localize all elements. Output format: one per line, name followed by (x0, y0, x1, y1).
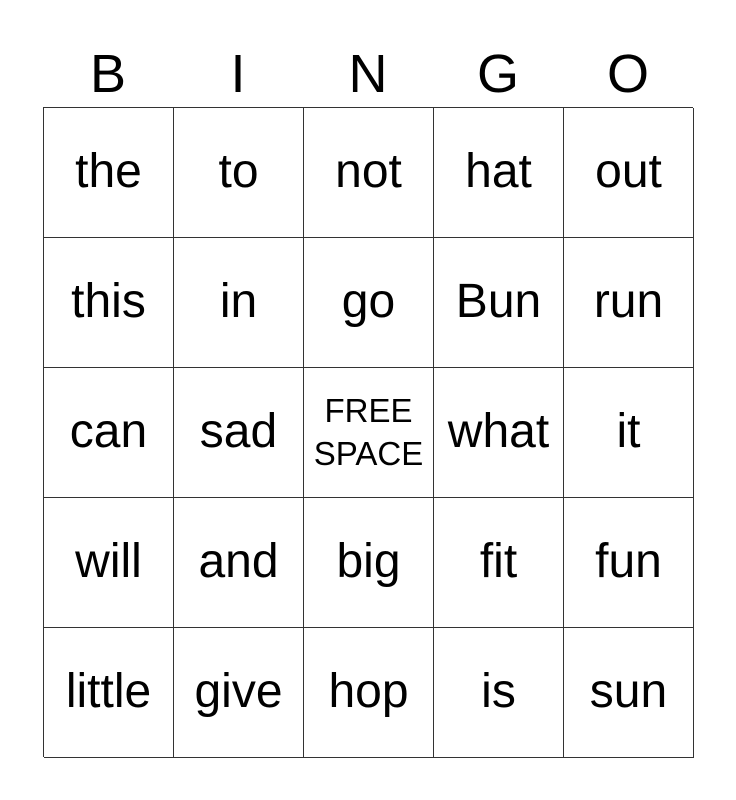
bingo-cell[interactable]: and (174, 498, 304, 628)
header-letter-g: G (476, 44, 519, 104)
bingo-cell[interactable]: the (44, 108, 174, 238)
bingo-cell[interactable]: to (174, 108, 304, 238)
bingo-cell[interactable]: fun (564, 498, 694, 628)
free-space-cell[interactable] (304, 368, 434, 498)
bingo-cell[interactable]: sad (174, 368, 304, 498)
bingo-cell[interactable]: is (434, 628, 564, 758)
bingo-cell[interactable]: sun (564, 628, 694, 758)
header-letter-n: N (348, 44, 388, 104)
bingo-cell[interactable]: in (174, 238, 304, 368)
header-letter-b: B (89, 44, 127, 104)
bingo-cell[interactable]: Bun (434, 238, 564, 368)
header-letter-o: O (606, 44, 649, 104)
bingo-cell[interactable]: will (44, 498, 174, 628)
bingo-cell[interactable]: can (44, 368, 174, 498)
bingo-cell[interactable]: out (564, 108, 694, 238)
bingo-cell[interactable]: give (174, 628, 304, 758)
bingo-cell[interactable]: not (304, 108, 434, 238)
bingo-cell[interactable]: this (44, 238, 174, 368)
bingo-cell[interactable]: it (564, 368, 694, 498)
free-space-line-2: SPACE (313, 434, 424, 472)
bingo-cell[interactable]: hop (304, 628, 434, 758)
bingo-header (43, 40, 693, 108)
bingo-cell[interactable]: what (434, 368, 564, 498)
bingo-cell[interactable]: run (564, 238, 694, 368)
bingo-cell[interactable]: go (304, 238, 434, 368)
header-letter-i: I (230, 44, 246, 104)
bingo-grid (43, 107, 693, 757)
bingo-cell[interactable]: hat (434, 108, 564, 238)
bingo-cell[interactable]: fit (434, 498, 564, 628)
bingo-cell[interactable]: little (44, 628, 174, 758)
bingo-cell[interactable]: big (304, 498, 434, 628)
free-space-line-1: FREE (324, 392, 413, 430)
